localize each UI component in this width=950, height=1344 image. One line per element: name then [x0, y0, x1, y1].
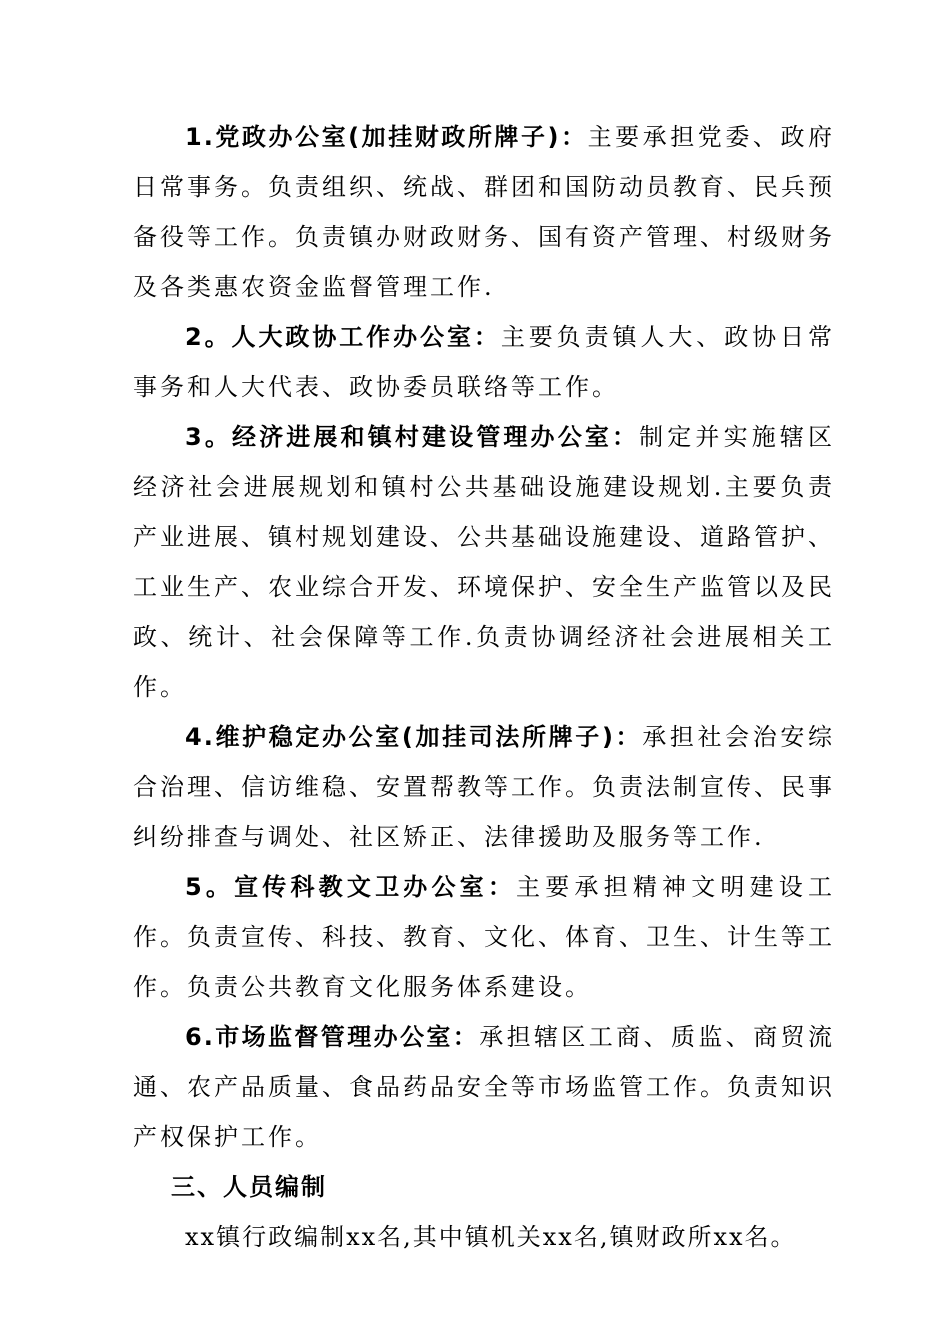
section-title: 三、人员编制	[171, 1173, 327, 1201]
staffing-text: xx镇行政编制xx名,其中镇机关xx名,镇财政所xx名。	[185, 1223, 797, 1251]
office-heading: 1.党政办公室(加挂财政所牌子)：	[185, 123, 588, 151]
document-page	[133, 112, 835, 1262]
office-description: 制定并实施辖区经济社会进展规划和镇村公共基础设施建设规划.主要负责产业进展、镇村规划建设、公共基础设施建设、道路管护、工业生产、农业综合开发、环境保护、安全生产监管以及民政、统计、社会保障等工作.负责协调经济社会进展相关工作。	[133, 423, 836, 701]
office-description: 主要负责镇人大、政协日常事务和人大代表、政协委员联络等工作。	[133, 323, 835, 401]
office-item-5	[133, 862, 835, 1012]
office-heading: 4.维护稳定办公室(加挂司法所牌子)：	[185, 723, 643, 751]
office-item-3	[133, 412, 835, 712]
office-heading: 2。人大政协工作办公室：	[185, 323, 501, 351]
office-description: 承担辖区工商、质监、商贸流通、农产品质量、食品药品安全等市场监管工作。负责知识产权保护工作。	[133, 1023, 835, 1151]
office-heading: 3。经济进展和镇村建设管理办公室：	[185, 423, 640, 451]
office-description: 主要承担党委、政府日常事务。负责组织、统战、群团和国防动员教育、民兵预备役等工作。负责镇办财政财务、国有资产管理、村级财务及各类惠农资金监督管理工作.	[133, 123, 835, 301]
office-item-2	[133, 312, 835, 412]
office-item-4	[133, 712, 835, 862]
office-description: 主要承担精神文明建设工作。负责宣传、科技、教育、文化、体育、卫生、计生等工作。负责公共教育文化服务体系建设。	[133, 873, 835, 1001]
office-item-6	[133, 1012, 835, 1162]
office-heading: 5。宣传科教文卫办公室：	[185, 873, 517, 901]
office-item-1	[133, 112, 835, 312]
office-heading: 6.市场监督管理办公室：	[185, 1023, 480, 1051]
office-description: 承担社会治安综合治理、信访维稳、安置帮教等工作。负责法制宣传、民事纠纷排查与调处、社区矫正、法律援助及服务等工作.	[133, 723, 835, 851]
